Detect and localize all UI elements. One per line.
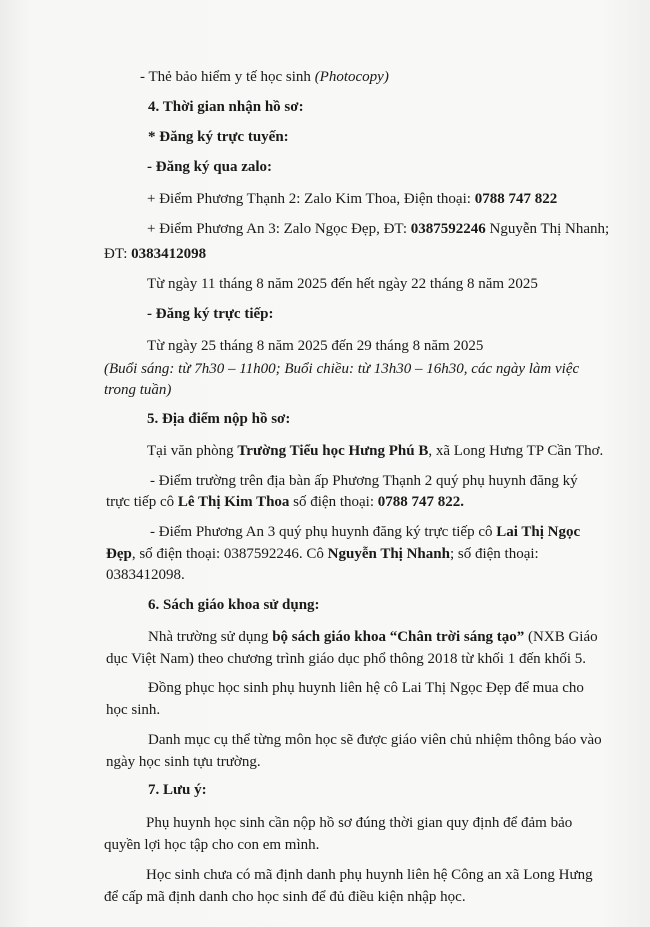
text-run: Học sinh chưa có mã định danh phụ huynh liên hệ Công an xã Long Hưng: [146, 867, 593, 883]
text-run: Phụ huynh học sinh cần nộp hồ sơ đúng thời gian quy định để đảm bảo: [146, 815, 573, 831]
bold-text: 0383412098: [131, 246, 207, 262]
text-run: để cấp mã định danh cho học sinh để đủ điều kiện nhập học.: [104, 889, 466, 905]
text-run: , số điện thoại: 0387592246. Cô: [131, 546, 328, 562]
bold-text: 7. Lưu ý:: [148, 782, 207, 798]
doc-line: [147, 337, 483, 355]
doc-line: [106, 545, 539, 563]
doc-line: [147, 442, 603, 460]
text-run: , xã Long Hưng TP Cần Thơ.: [428, 443, 604, 459]
bold-text: Lai Thị Ngọc: [496, 524, 581, 540]
bold-text: - Đăng ký trực tiếp:: [147, 306, 274, 322]
text-run: học sinh.: [106, 702, 161, 718]
text-run: ; số điện thoại:: [449, 546, 539, 562]
doc-line: [147, 220, 609, 238]
section-heading: [148, 596, 320, 614]
text-run: Tại văn phòng: [147, 443, 238, 459]
text-run: trực tiếp cô: [106, 494, 178, 510]
text-run: dục Việt Nam) theo chương trình giáo dục phổ thông 2018 từ khối 1 đến khối 5.: [106, 651, 587, 667]
bold-text: * Đăng ký trực tuyến:: [148, 129, 289, 145]
doc-line: [106, 701, 160, 719]
bold-text: 6. Sách giáo khoa sử dụng:: [148, 597, 320, 613]
doc-line: [150, 523, 580, 541]
italic-text: (Photocopy): [314, 69, 389, 85]
text-run: Từ ngày 11 tháng 8 năm 2025 đến hết ngày 22 tháng 8 năm 2025: [147, 276, 538, 292]
bold-text: 0387592246: [410, 221, 486, 237]
bold-text: bộ sách giáo khoa “Chân trời sáng tạo”: [272, 629, 525, 645]
bold-text: - Đăng ký qua zalo:: [147, 159, 273, 175]
bold-text: 5. Địa điểm nộp hồ sơ:: [147, 411, 291, 427]
bold-text: Nguyễn Thị Nhanh: [327, 546, 450, 562]
section-heading: [148, 98, 304, 116]
text-run: Từ ngày 25 tháng 8 năm 2025 đến 29 tháng 8 năm 2025: [147, 338, 484, 354]
bold-text: Trường Tiểu học Hưng Phú B: [237, 443, 429, 459]
section-heading: [147, 410, 290, 428]
subsection-heading: [147, 158, 272, 176]
doc-line: [104, 888, 466, 906]
text-run: Đồng phục học sinh phụ huynh liên hệ cô Lai Thị Ngọc Đẹp để mua cho: [148, 680, 584, 696]
doc-line: [146, 866, 593, 884]
text-run: (NXB Giáo: [524, 629, 598, 645]
doc-line: [150, 472, 578, 490]
doc-line: [148, 731, 602, 749]
doc-line: [106, 566, 185, 584]
text-run: Danh mục cụ thể từng môn học sẽ được giáo viên chủ nhiệm thông báo vào: [148, 732, 602, 748]
bold-text: Lê Thị Kim Thoa: [177, 494, 290, 510]
text-run: Nhà trường sử dụng: [148, 629, 273, 645]
text-run: 0383412098.: [106, 567, 185, 583]
text-run: - Thẻ bảo hiểm y tế học sinh: [140, 69, 315, 85]
doc-line: [106, 753, 261, 771]
text-run: Nguyễn Thị Nhanh;: [485, 221, 610, 237]
italic-text: (Buổi sáng: từ 7h30 – 11h00; Buổi chiều: từ 13h30 – 16h30, các ngày làm việc: [104, 361, 580, 377]
doc-line: [147, 275, 538, 293]
bold-text: 0788 747 822.: [377, 494, 464, 510]
doc-line: [104, 381, 171, 399]
text-run: ngày học sinh tựu trường.: [106, 754, 261, 770]
subsection-heading: [148, 128, 289, 146]
text-run: + Điểm Phương Thạnh 2: Zalo Kim Thoa, Điện thoại:: [147, 191, 475, 207]
text-run: - Điểm trường trên địa bàn ấp Phương Thạnh 2 quý phụ huynh đăng ký: [150, 473, 578, 489]
doc-line: [104, 360, 579, 378]
text-run: + Điểm Phương An 3: Zalo Ngọc Đẹp, ĐT:: [147, 221, 411, 237]
text-run: số điện thoại:: [289, 494, 378, 510]
doc-line: [104, 836, 319, 854]
doc-line: [106, 493, 464, 511]
section-heading: [148, 781, 207, 799]
bold-text: Đẹp: [106, 546, 132, 562]
doc-line: [106, 650, 586, 668]
bold-text: 0788 747 822: [474, 191, 558, 207]
bold-text: 4. Thời gian nhận hồ sơ:: [148, 99, 304, 115]
text-run: ĐT:: [104, 246, 132, 262]
text-run: quyền lợi học tập cho con em mình.: [104, 837, 320, 853]
doc-line: [146, 814, 572, 832]
italic-text: trong tuần): [104, 382, 172, 398]
doc-line: [148, 679, 584, 697]
doc-line: [140, 68, 389, 86]
doc-line: [104, 245, 206, 263]
doc-line: [147, 190, 557, 208]
subsection-heading: [147, 305, 273, 323]
text-run: - Điểm Phương An 3 quý phụ huynh đăng ký trực tiếp cô: [150, 524, 497, 540]
doc-line: [148, 628, 598, 646]
